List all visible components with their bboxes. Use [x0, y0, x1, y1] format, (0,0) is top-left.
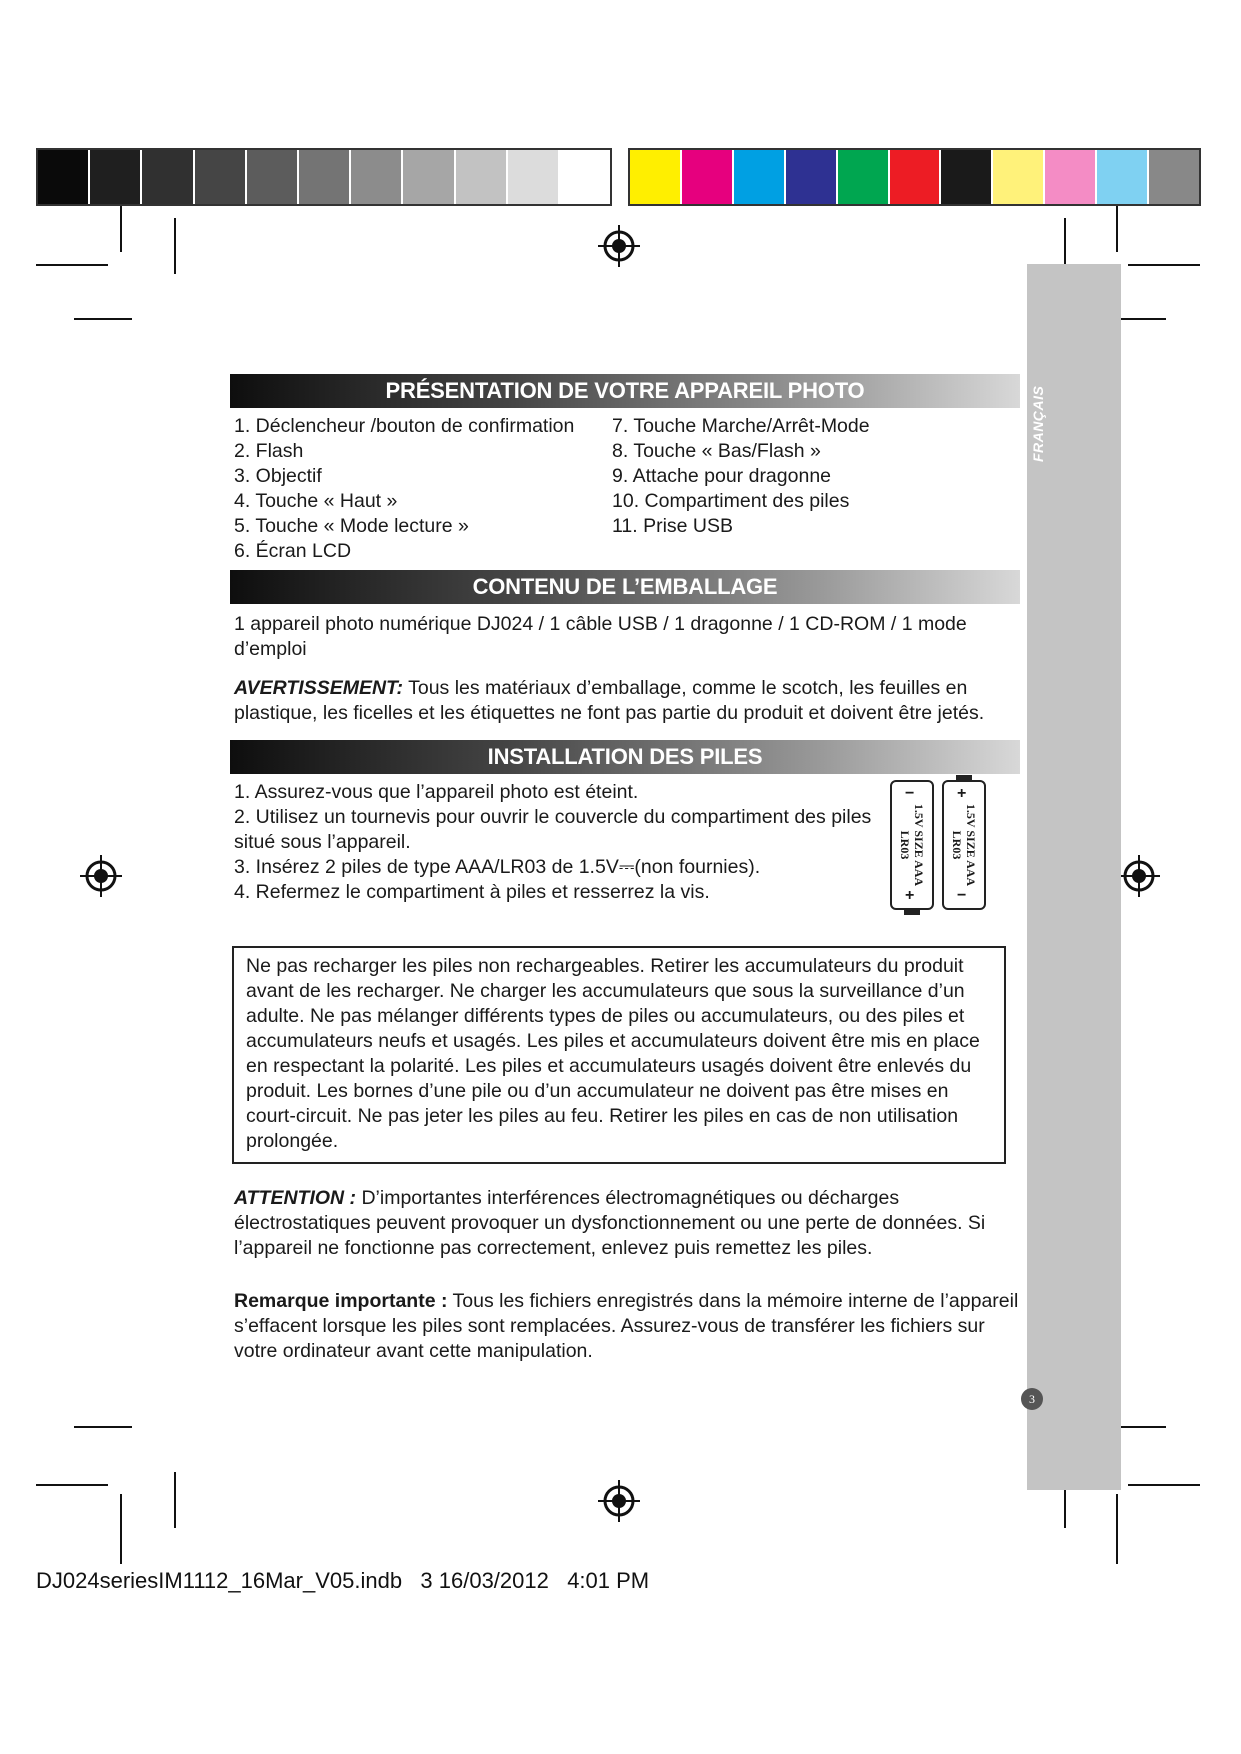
list-item: 2. Flash — [234, 440, 304, 462]
color-swatch — [1097, 150, 1149, 204]
battery-label: 1.5V SIZE AAA LR03 — [950, 803, 978, 887]
list-item: 2. Utilisez un tournevis pour ouvrir le couvercle du compartiment des piles situé sous l’appareil. — [234, 806, 872, 853]
list-item: 1. Assurez-vous que l’appareil photo est éteint. — [234, 781, 639, 803]
crop-mark — [174, 218, 176, 274]
battery-diagram — [890, 780, 986, 910]
color-swatch — [90, 150, 142, 204]
color-swatch — [403, 150, 455, 204]
list-item: 10. Compartiment des piles — [612, 490, 850, 512]
color-swatch — [1045, 150, 1097, 204]
package-contents-text: 1 appareil photo numérique DJ024 / 1 câble USB / 1 dragonne / 1 CD-ROM / 1 mode d’emploi — [234, 613, 967, 660]
battery-label: 1.5V SIZE AAA LR03 — [898, 803, 926, 887]
color-swatch — [38, 150, 90, 204]
color-swatch — [195, 150, 247, 204]
registration-mark-icon — [596, 1478, 642, 1524]
list-item: 5. Touche « Mode lecture » — [234, 515, 469, 537]
color-swatch — [786, 150, 838, 204]
page-number: 3 — [1021, 1388, 1043, 1410]
battery-icon — [890, 780, 934, 910]
registration-mark-icon — [1116, 853, 1162, 899]
print-slug: DJ024seriesIM1112_16Mar_V05.indb 3 16/03/2012 4:01 PM — [36, 1568, 650, 1593]
battery-plus-sign: + — [957, 785, 967, 802]
page-content — [230, 374, 1020, 1364]
color-swatch — [351, 150, 403, 204]
color-swatch — [682, 150, 734, 204]
warning-text: Tous les matériaux d’emballage, comme le scotch, les feuilles en plastique, les ficelles et les étiquettes ne font pas partie du produit et doivent être jetés. — [234, 677, 985, 724]
color-swatch — [299, 150, 351, 204]
battery-minus-sign: − — [957, 887, 967, 904]
color-swatch — [890, 150, 942, 204]
crop-mark — [74, 1426, 132, 1428]
crop-mark — [36, 264, 108, 266]
color-swatch — [941, 150, 993, 204]
color-swatch — [1149, 150, 1199, 204]
battery-install — [234, 780, 1020, 910]
important-note-text: Tous les fichiers enregistrés dans la mémoire interne de l’appareil s’effacent lorsque les piles sont remplacées. Assurez-vous de transférer les fichiers sur votre ordinateur avant cette manipulation. — [234, 1290, 1019, 1362]
crop-mark — [120, 206, 122, 252]
packaging-warning — [234, 676, 1020, 726]
color-swatch — [838, 150, 890, 204]
battery-terminal — [956, 775, 972, 781]
list-item: 9. Attache pour dragonne — [612, 465, 832, 487]
grayscale-color-bar — [36, 148, 612, 206]
list-item: 3. Insérez 2 piles de type AAA/LR03 de 1.5V⎓(non fournies). — [234, 856, 761, 878]
list-item: 4. Touche « Haut » — [234, 490, 398, 512]
crop-mark — [1116, 1494, 1118, 1564]
section-title-presentation: PRÉSENTATION DE VOTRE APPAREIL PHOTO — [230, 374, 1020, 408]
list-item: 3. Objectif — [234, 465, 322, 487]
section-title-battery-install: INSTALLATION DES PILES — [230, 740, 1020, 774]
battery-safety-box — [232, 946, 1006, 1164]
list-item: 7. Touche Marche/Arrêt-Mode — [612, 415, 870, 437]
language-tab-label: FRANÇAIS — [1030, 385, 1046, 462]
list-item: 6. Écran LCD — [234, 540, 352, 562]
color-swatch — [508, 150, 560, 204]
warning-label: AVERTISSEMENT: — [234, 677, 404, 699]
attention-text: D’importantes interférences électromagnétiques ou décharges électrostatiques peuvent provoquer un dysfonctionnement ou une perte de données. Si l’appareil ne fonctionne pas correctement, enlevez puis remettez les piles. — [234, 1187, 986, 1259]
registration-mark-icon — [596, 223, 642, 269]
crop-mark — [120, 1494, 122, 1564]
crop-mark — [1116, 206, 1118, 252]
color-swatch — [560, 150, 610, 204]
process-color-bar — [628, 148, 1201, 206]
list-item: 11. Prise USB — [612, 515, 734, 537]
registration-mark-icon — [78, 853, 124, 899]
list-item: 1. Déclencheur /bouton de confirmation — [234, 415, 575, 437]
battery-icon — [942, 780, 986, 910]
color-swatch — [456, 150, 508, 204]
battery-minus-sign: − — [905, 785, 915, 802]
crop-mark — [174, 1472, 176, 1528]
parts-list-column-b — [612, 414, 1012, 564]
install-steps — [234, 780, 874, 910]
important-note — [234, 1289, 1020, 1364]
color-swatch — [247, 150, 299, 204]
attention-note — [234, 1186, 1020, 1261]
color-swatch — [734, 150, 786, 204]
battery-terminal — [904, 909, 920, 915]
color-swatch — [630, 150, 682, 204]
color-swatch — [142, 150, 194, 204]
battery-safety-text: Ne pas recharger les piles non rechargeables. Retirer les accumulateurs du produit avant de les recharger. Ne charger les accumulateurs que sous la surveillance d’un adulte. Ne pas mélanger différents types de piles ou accumulateurs, ou des piles et accumulateurs neufs et usagés. Les piles et accumulateurs doivent être mis en place en respectant la polarité. Les piles et accumulateurs usagés doivent être enlevés du produit. Les bornes d’une pile ou d’un accumulateur ne doivent pas être mises en court-circuit. Ne pas jeter les piles au feu. Retirer les piles en cas de non utilisation prolongée. — [246, 955, 980, 1152]
crop-mark — [74, 318, 132, 320]
important-note-label: Remarque importante : — [234, 1290, 448, 1312]
list-item: 8. Touche « Bas/Flash » — [612, 440, 821, 462]
attention-label: ATTENTION : — [234, 1187, 357, 1209]
battery-plus-sign: + — [905, 887, 915, 904]
crop-mark — [1128, 264, 1200, 266]
crop-mark — [1128, 1484, 1200, 1486]
crop-mark — [36, 1484, 108, 1486]
list-item: 4. Refermez le compartiment à piles et resserrez la vis. — [234, 881, 710, 903]
color-swatch — [993, 150, 1045, 204]
section-title-package-contents: CONTENU DE L’EMBALLAGE — [230, 570, 1020, 604]
parts-list — [234, 414, 1020, 564]
parts-list-column-a — [234, 414, 612, 564]
